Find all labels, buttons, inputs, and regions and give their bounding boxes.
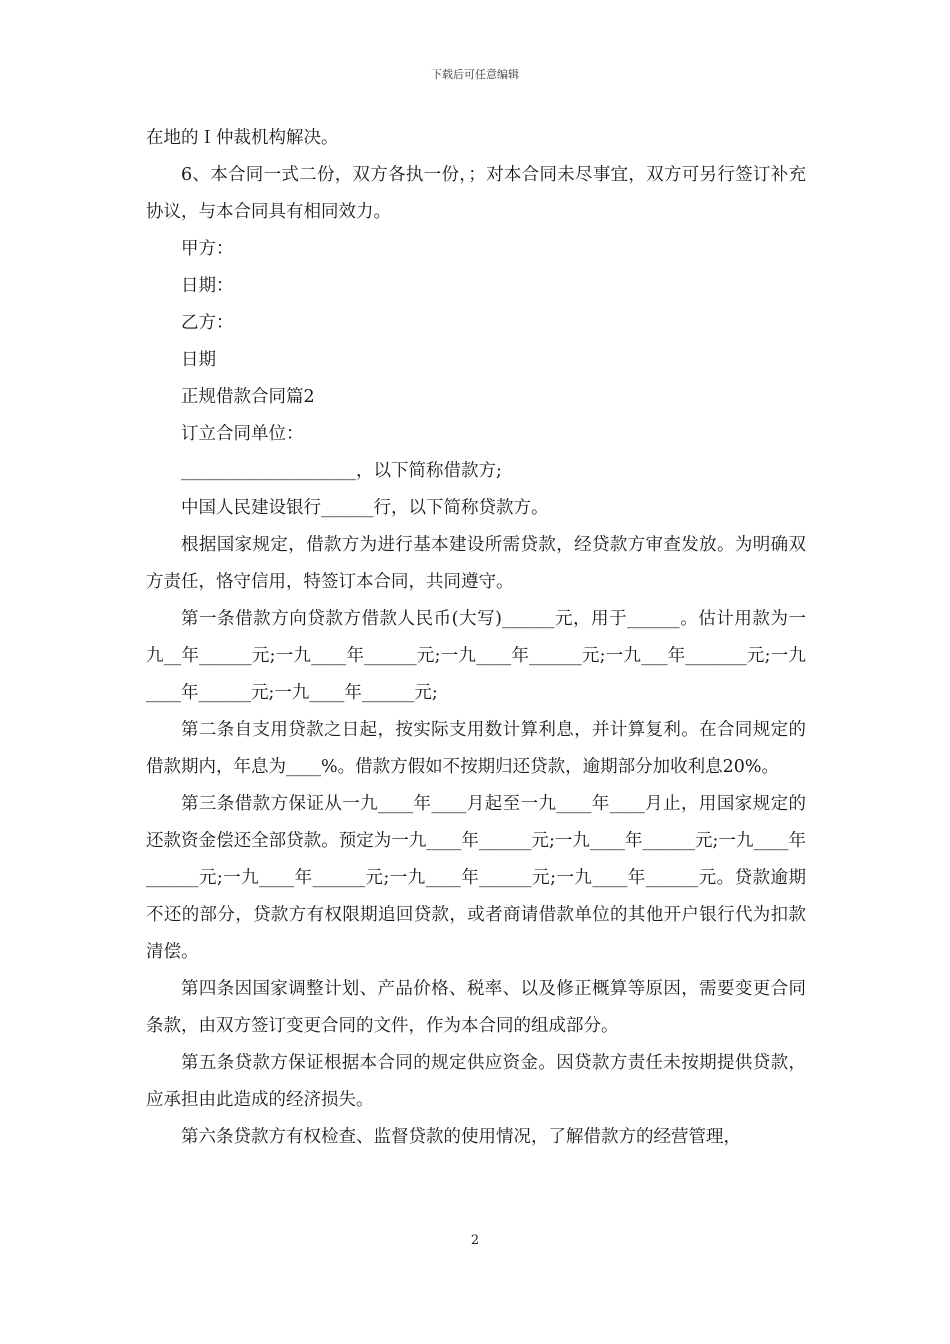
page-number: 2 [470, 1233, 480, 1248]
article-5: 第五条贷款方保证根据本合同的规定供应资金。因贷款方责任未按期提供贷款，应承担由此造成的经济损失。 [146, 1053, 806, 1110]
article-3: 第三条借款方保证从一九____年____月起至一九____年____月止，用国家规定的还款资金偿还全部贷款。预定为一九____年______元;一九____年______元;一九____年______元;一九____年______元;一九____年______元;一九____年______元。贷款逾期不还的部分，贷款方有权限期追回贷款，或者商请借款单位的其他开户银行代为扣款清偿。 [146, 794, 806, 962]
paragraph: 在地的Ｉ仲裁机构解决。 [146, 128, 339, 148]
article-2: 第二条自支用贷款之日起，按实际支用数计算利息，并计算复利。在合同规定的借款期内，年息为____%。借款方假如不按期归还贷款，逾期部分加收利息20%。 [146, 720, 806, 777]
article-1: 第一条借款方向贷款方借款人民币(大写)______元，用于______。估计用款为一九__年______元;一九____年______元;一九____年______元;一九___年_______元;一九____年______元;一九____年______元; [146, 609, 806, 703]
paragraph: 订立合同单位： [181, 424, 304, 444]
signature-party-a: 甲方： [181, 239, 234, 259]
signature-date-a: 日期： [181, 276, 234, 296]
paragraph: ____________________，以下简称借款方; [181, 461, 502, 481]
document-body [146, 120, 806, 1156]
section-title: 正规借款合同篇2 [181, 387, 315, 407]
signature-date-b: 日期 [181, 350, 216, 370]
page-header: 下载后可任意编辑 [431, 68, 519, 81]
signature-party-b: 乙方： [181, 313, 234, 333]
paragraph: 6、本合同一式二份，双方各执一份，；对本合同未尽事宜，双方可另行签订补充协议，与本合同具有相同效力。 [146, 165, 806, 222]
paragraph: 根据国家规定，借款方为进行基本建设所需贷款，经贷款方审查发放。为明确双方责任，恪守信用，特签订本合同，共同遵守。 [146, 535, 806, 592]
article-4: 第四条因国家调整计划、产品价格、税率、以及修正概算等原因，需要变更合同条款，由双方签订变更合同的文件，作为本合同的组成部分。 [146, 979, 806, 1036]
article-6: 第六条贷款方有权检查、监督贷款的使用情况，了解借款方的经营管理， [181, 1127, 741, 1147]
paragraph: 中国人民建设银行______行，以下简称贷款方。 [181, 498, 549, 518]
